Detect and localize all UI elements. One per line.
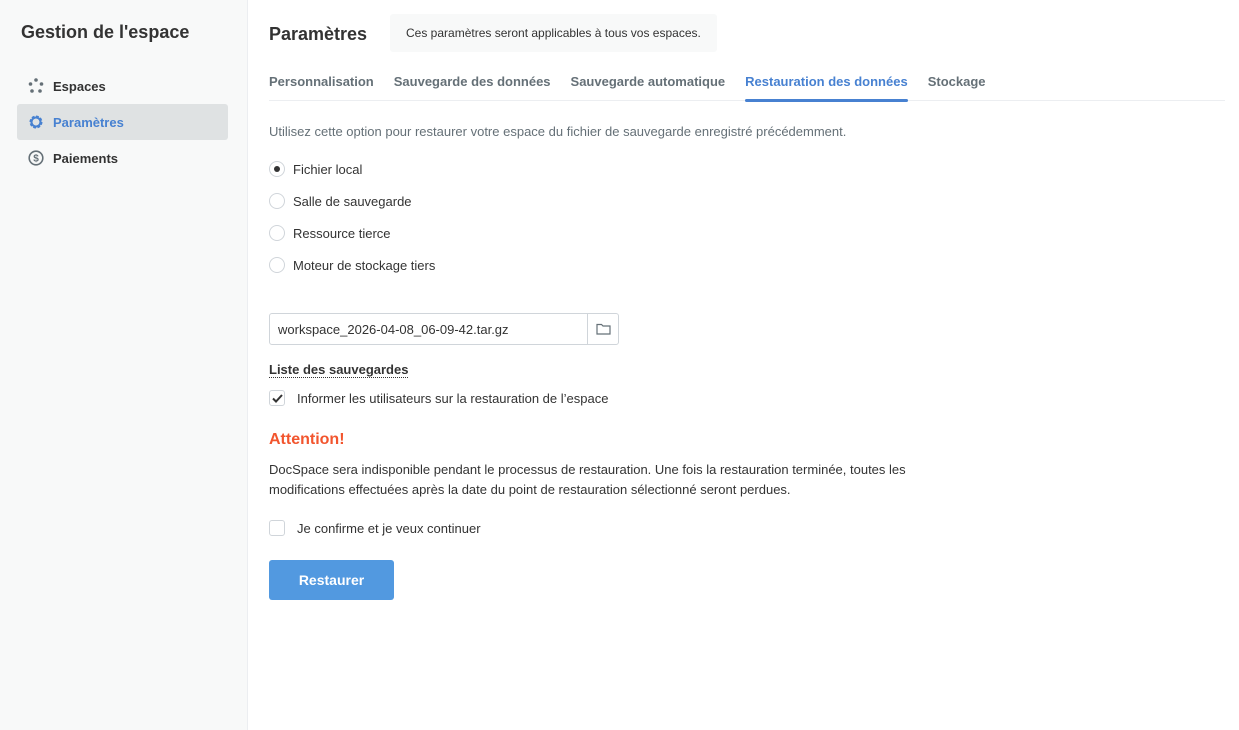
- file-input-value[interactable]: workspace_2026-04-08_06-09-42.tar.gz: [278, 322, 509, 337]
- radio-third-party-resource[interactable]: [269, 225, 391, 241]
- tab-sauvegarde-auto[interactable]: Sauvegarde automatique: [570, 74, 726, 89]
- spaces-icon: [28, 78, 44, 94]
- radio-backup-room[interactable]: [269, 193, 412, 209]
- tab-sauvegarde[interactable]: Sauvegarde des données: [393, 74, 551, 89]
- checkbox-label: Informer les utilisateurs sur la restauration de l’espace: [297, 390, 609, 406]
- sidebar-item-espaces[interactable]: [17, 68, 228, 104]
- checkbox-icon: [269, 520, 285, 536]
- radio-label: Ressource tierce: [293, 225, 391, 241]
- checkbox-checked-icon: [269, 390, 285, 406]
- dollar-circle-icon: [28, 150, 44, 166]
- sidebar-title: Gestion de l'espace: [21, 22, 190, 42]
- settings-info-note: Ces paramètres seront applicables à tous vos espaces.: [390, 14, 717, 52]
- tab-personnalisation[interactable]: Personnalisation: [269, 74, 374, 89]
- tabs: [269, 74, 1225, 101]
- confirm-checkbox[interactable]: [269, 520, 481, 536]
- radio-local-file[interactable]: [269, 161, 362, 177]
- gear-icon: [28, 114, 44, 130]
- tab-restauration[interactable]: Restauration des données: [745, 74, 908, 101]
- sidebar-item-label: Paiements: [53, 150, 119, 166]
- radio-label: Moteur de stockage tiers: [293, 257, 436, 273]
- checkbox-label: Je confirme et je veux continuer: [297, 520, 481, 536]
- sidebar: [0, 0, 248, 730]
- notify-users-checkbox[interactable]: [269, 390, 608, 406]
- restore-button[interactable]: Restaurer: [269, 560, 394, 600]
- radio-icon: [269, 193, 285, 209]
- sidebar-item-paiements[interactable]: [17, 140, 228, 176]
- tab-stockage[interactable]: Stockage: [927, 74, 986, 89]
- warning-text: DocSpace sera indisponible pendant le processus de restauration. Une fois la restauration terminée, toutes les modifications effectuées après la date du point de restauration sélectionné seront perdues.: [269, 462, 906, 497]
- backup-list-link[interactable]: Liste des sauvegardes: [269, 362, 409, 377]
- radio-label: Salle de sauvegarde: [293, 193, 412, 209]
- radio-label: Fichier local: [293, 161, 363, 177]
- svg-text:$: $: [33, 153, 39, 165]
- radio-checked-icon: [269, 161, 285, 177]
- sidebar-item-label: Espaces: [53, 78, 106, 94]
- file-input[interactable]: [269, 313, 619, 345]
- browse-file-button[interactable]: [587, 314, 618, 344]
- warning-title: Attention!: [269, 431, 345, 448]
- page-title: Paramètres: [269, 24, 368, 44]
- radio-third-party-storage[interactable]: [269, 257, 435, 273]
- folder-icon: [596, 323, 611, 335]
- sidebar-item-label: Paramètres: [53, 114, 124, 130]
- radio-icon: [269, 257, 285, 273]
- radio-icon: [269, 225, 285, 241]
- sidebar-item-parametres[interactable]: [17, 104, 228, 140]
- restore-description: Utilisez cette option pour restaurer votre espace du fichier de sauvegarde enregistré précédemment.: [269, 124, 847, 139]
